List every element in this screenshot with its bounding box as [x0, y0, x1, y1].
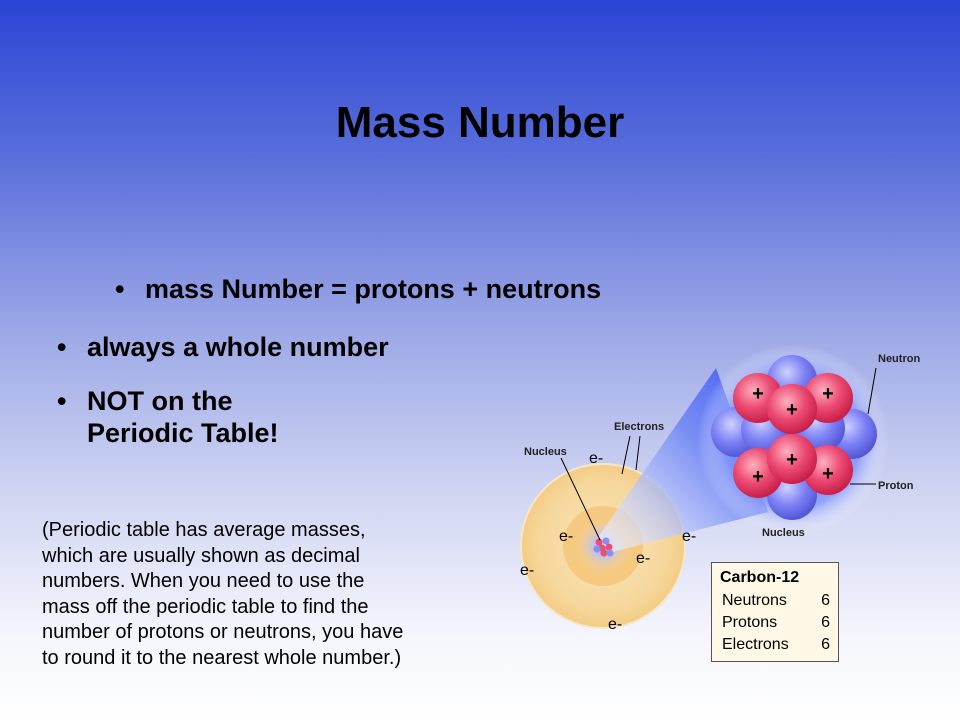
note-line: which are usually shown as decimal [42, 544, 360, 567]
legend-row-protons [720, 612, 830, 634]
legend-label: Electrons [722, 636, 789, 653]
legend-row-neutrons [720, 590, 830, 612]
carbon-12-legend [711, 562, 839, 662]
electron-marker: e- [520, 562, 535, 579]
proton-plus-sign: + [752, 383, 764, 405]
proton-plus-sign: + [822, 463, 834, 485]
electron-marker: e- [559, 528, 574, 545]
electron-marker: e- [589, 450, 604, 467]
proton-plus-sign: + [822, 383, 834, 405]
legend-label: Neutrons [722, 592, 787, 609]
bullet-dot: • [115, 274, 125, 304]
neutron-label: Neutron [878, 353, 921, 365]
bullet-text-line-1: NOT on the [87, 386, 233, 416]
bullet-dot: • [57, 332, 67, 362]
note-line: number of protons or neutrons, you have [42, 621, 404, 643]
note-line: numbers. When you need to use the [42, 570, 365, 592]
legend-value: 6 [821, 636, 830, 653]
legend-value: 6 [821, 592, 830, 609]
legend-row-electrons [720, 634, 830, 656]
bullet-text-line-2: Periodic Table! [87, 418, 279, 448]
legend-value: 6 [821, 614, 830, 631]
electrons-label: Electrons [614, 421, 665, 433]
nucleus-label: Nucleus [524, 446, 567, 458]
legend-title: Carbon-12 [720, 569, 800, 586]
proton-plus-sign: + [786, 399, 798, 421]
enlarged-nucleus-label: Nucleus [762, 527, 805, 539]
electron-marker: e- [636, 550, 651, 567]
electron-marker: e- [682, 528, 697, 545]
note-line: to round it to the nearest whole number.) [42, 646, 402, 669]
slide-title: Mass Number [335, 98, 625, 147]
bullet-text: mass Number = protons + neutrons [145, 274, 602, 304]
bullet-dot: • [57, 386, 67, 416]
proton-label: Proton [878, 480, 914, 492]
note-line: mass off the periodic table to find the [42, 595, 369, 618]
proton-plus-sign: + [752, 466, 764, 488]
note-line: (Periodic table has average masses, [42, 519, 366, 541]
bullet-text: always a whole number [87, 332, 389, 362]
legend-label: Protons [722, 614, 778, 631]
electron-marker: e- [608, 616, 623, 633]
proton-plus-sign: + [786, 449, 798, 471]
